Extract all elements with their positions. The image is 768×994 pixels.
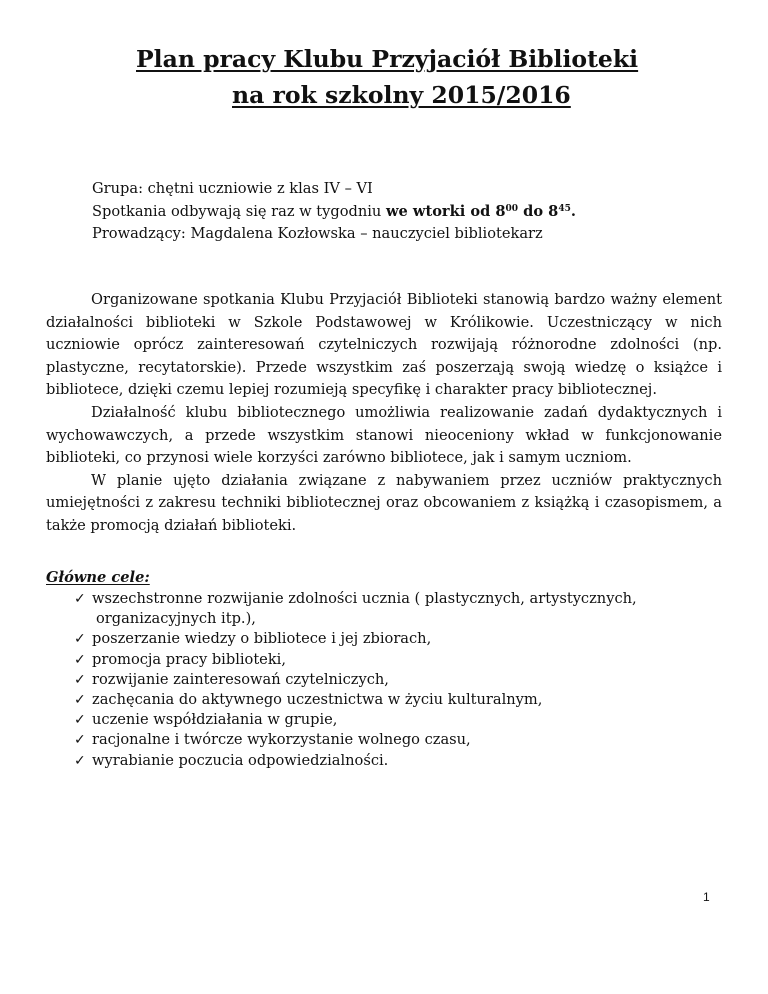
meetings-prefix: Spotkania odbywają się raz w tygodniu bbox=[92, 202, 386, 220]
checkmark-icon: ✓ bbox=[74, 752, 86, 769]
checkmark-icon: ✓ bbox=[74, 591, 86, 607]
meetings-time-end: do 8 bbox=[518, 202, 559, 220]
list-item bbox=[74, 629, 714, 649]
goal-text: poszerzanie wiedzy o bibliotece i jej zbiorach, bbox=[92, 630, 432, 648]
checkmark-icon: ✓ bbox=[74, 671, 86, 688]
goals-list bbox=[74, 589, 714, 771]
meetings-time-end-minutes: 45 bbox=[558, 203, 571, 214]
goals-heading: Główne cele: bbox=[46, 569, 150, 586]
list-item bbox=[74, 751, 714, 771]
goal-text: uczenie współdziałania w grupie, bbox=[92, 711, 338, 729]
checkmark-icon: ✓ bbox=[74, 631, 86, 648]
document-title-line-2: na rok szkolny 2015/2016 bbox=[232, 81, 571, 109]
goal-text-continuation: organizacyjnych itp.), bbox=[96, 610, 256, 628]
paragraph: W planie ujęto działania związane z nabywaniem przez uczniów praktycznych umiejętności z zakresu techniki bibliotecznej oraz obcowaniem z książką i czasopismem, a także promocją działań biblioteki. bbox=[46, 471, 722, 534]
goal-text: racjonalne i twórcze wykorzystanie wolnego czasu, bbox=[92, 731, 471, 749]
meetings-period: . bbox=[570, 202, 576, 220]
goal-text: zachęcania do aktywnego uczestnictwa w życiu kulturalnym, bbox=[92, 691, 543, 709]
list-item bbox=[74, 650, 714, 670]
checkmark-icon: ✓ bbox=[74, 692, 86, 709]
goal-text: wszechstronne rozwijanie zdolności ucznia ( plastycznych, artystycznych, bbox=[92, 590, 637, 607]
paragraph: Działalność klubu bibliotecznego umożliwia realizowanie zadań dydaktycznych i wychowawczych, a przede wszystkim stanowi nieoceniony wkład w funkcjonowanie biblioteki, co przynosi wiele korzyści zarówno bibliotece, jak i samym uczniom. bbox=[46, 403, 722, 467]
club-info bbox=[92, 178, 576, 246]
checkmark-icon: ✓ bbox=[74, 732, 86, 749]
group-line: Grupa: chętni uczniowie z klas IV – VI bbox=[92, 180, 373, 197]
list-item bbox=[74, 589, 714, 629]
list-item bbox=[74, 710, 714, 730]
checkmark-icon: ✓ bbox=[74, 712, 86, 729]
intro-text bbox=[46, 289, 722, 538]
goal-text: promocja pracy biblioteki, bbox=[92, 650, 286, 668]
meetings-time-start: we wtorki od 8 bbox=[385, 202, 506, 220]
meetings-line bbox=[92, 201, 576, 224]
meetings-time bbox=[386, 203, 576, 220]
goal-text: wyrabianie poczucia odpowiedzialności. bbox=[92, 751, 389, 769]
checkmark-icon: ✓ bbox=[74, 651, 86, 668]
list-item bbox=[74, 670, 714, 690]
list-item bbox=[74, 690, 714, 710]
list-item bbox=[74, 730, 714, 750]
page-number: 1 bbox=[703, 890, 710, 904]
goal-text: rozwijanie zainteresowań czytelniczych, bbox=[92, 670, 389, 688]
meetings-time-start-minutes: 00 bbox=[505, 203, 519, 214]
paragraph: Organizowane spotkania Klubu Przyjaciół Biblioteki stanowią bardzo ważny element działalności biblioteki w Szkole Podstawowej w Królikowie. Uczestniczący w nich uczniowie oprócz zainteresowań czytelniczych rozwijają różnorodne zdolności (np. plastyczne, recytatorskie). Przede wszystkim zaś poszerzają swoją wiedzę o książce i bibliotece, dzięki czemu lepiej rozumieją specyfikę i charakter pracy bibliotecznej. bbox=[46, 291, 722, 399]
leader-line: Prowadzący: Magdalena Kozłowska – nauczyciel bibliotekarz bbox=[92, 225, 543, 242]
document-title-line-1: Plan pracy Klubu Przyjaciół Biblioteki bbox=[136, 45, 639, 73]
